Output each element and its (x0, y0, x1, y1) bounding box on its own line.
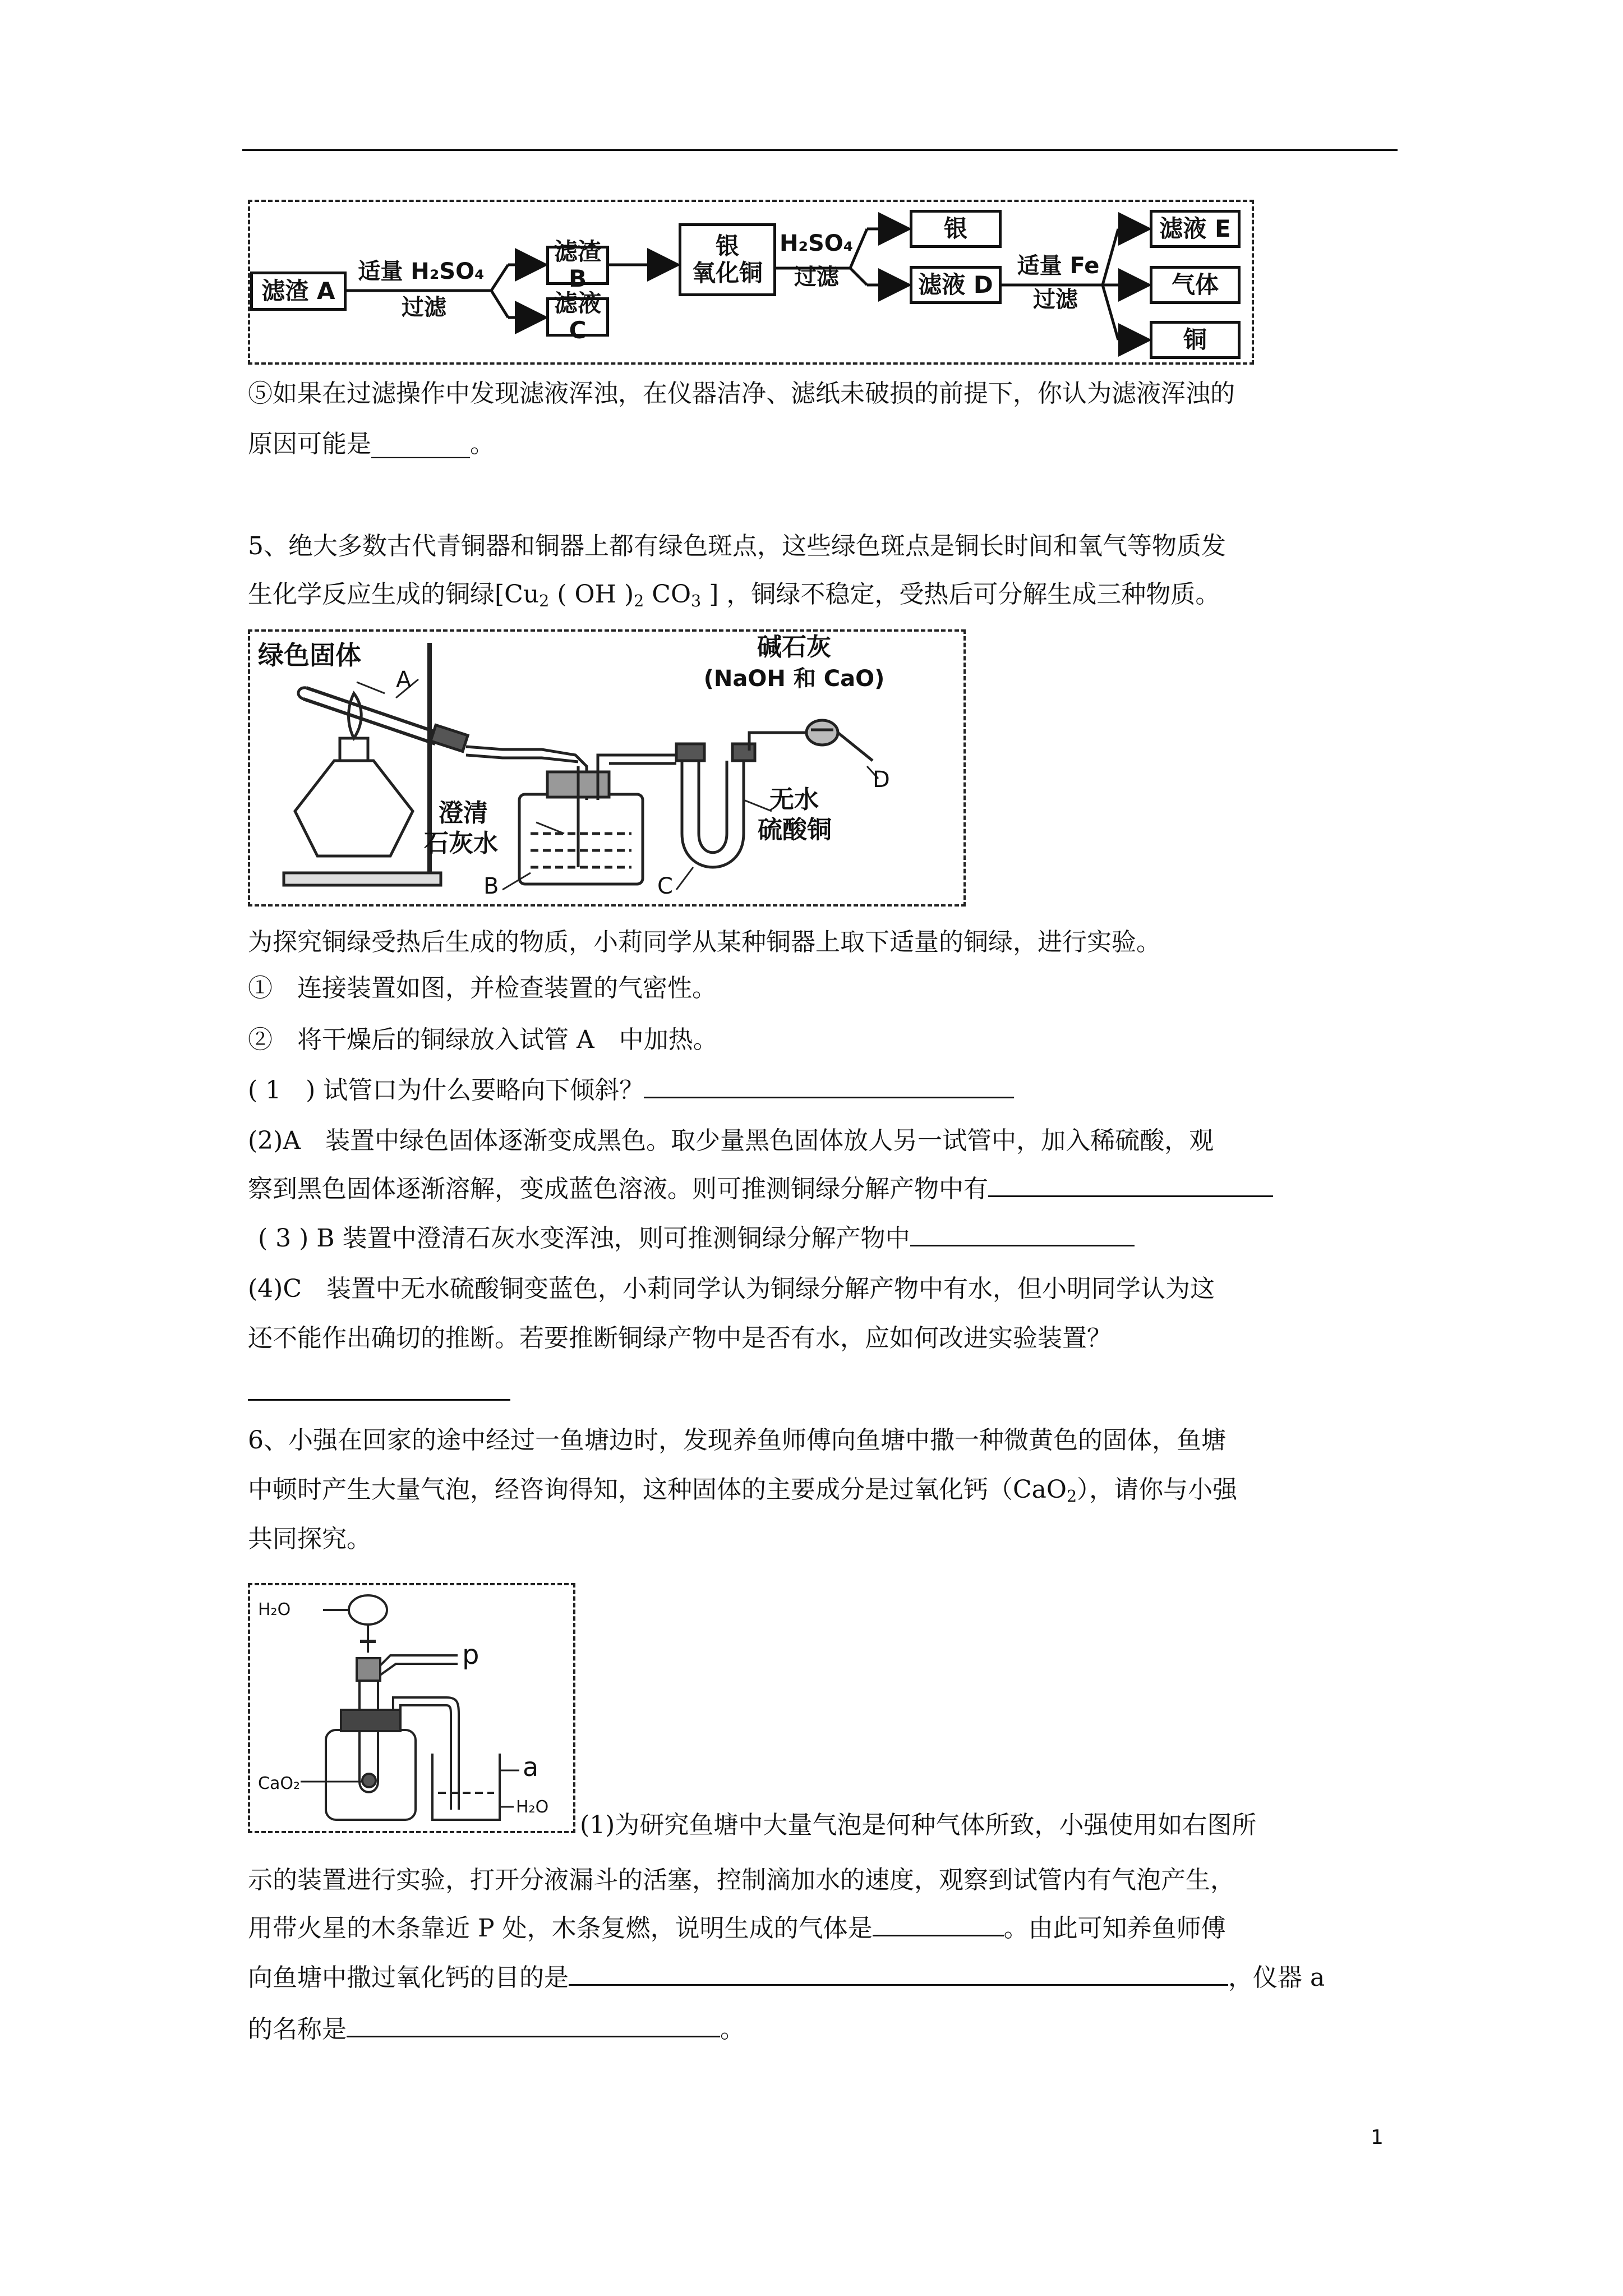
fig6-label-p: p (462, 1639, 479, 1671)
q6-part1-line3: 用带火星的木条靠近 P 处，木条复燃，说明生成的气体是 。由此可知养鱼师傅 (248, 1904, 1226, 1953)
q6-part1-line1: (1)为研究鱼塘中大量气泡是何种气体所致，小强使用如右图所 (580, 1811, 1257, 1839)
answer-blank-2[interactable] (988, 1173, 1273, 1197)
label-step2-reagent: H₂SO₄ (780, 231, 854, 256)
fig5-label-d: D (873, 767, 890, 793)
q4-5-line2: 原因可能是________。 (248, 430, 495, 458)
q4-5-line1: ⑤如果在过滤操作中发现滤液浑浊，在仪器洁净、滤纸未破损的前提下，你认为滤液浑浊的 (248, 379, 1235, 408)
answer-blank-5[interactable] (873, 1912, 1004, 1936)
fig6-cao2: CaO₂ (258, 1774, 300, 1793)
fig5-soda-lime: 碱石灰 (757, 633, 831, 661)
q6-line2: 中顿时产生大量气泡，经咨询得知，这种固体的主要成分是过氧化钙（CaO$_2$），请你与小强 (248, 1475, 1238, 1506)
flowchart-frame (248, 200, 1254, 365)
fig5-label-c: C (657, 873, 673, 899)
node-filtrate-c: 滤液 C (546, 297, 609, 337)
answer-blank-4[interactable] (248, 1399, 510, 1401)
label-step1-reagent: 适量 H₂SO₄ (358, 259, 485, 284)
node-filtrate-e: 滤液 E (1150, 210, 1241, 248)
page-number: 1 (1371, 2126, 1384, 2149)
q5-step2: ② 将干燥后的铜绿放入试管 A 中加热。 (248, 1025, 718, 1054)
node-silver: 银 (910, 210, 1002, 248)
label-step2-op: 过滤 (794, 264, 839, 290)
label-step3-op: 过滤 (1033, 287, 1078, 312)
q6-line1: 6、小强在回家的途中经过一鱼塘边时，发现养鱼师傅向鱼塘中撒一种微黄色的固体，鱼塘 (248, 1426, 1226, 1455)
fig6-water-top: H₂O (258, 1600, 291, 1619)
q6-part1-line4: 向鱼塘中撒过氧化钙的目的是 ，仪器 a (248, 1953, 1325, 2003)
node-filtrate-d: 滤液 D (910, 266, 1002, 304)
header-rule (242, 149, 1398, 151)
label-step1-op: 过滤 (402, 295, 446, 320)
fig5-green-solid: 绿色固体 (258, 640, 361, 670)
answer-blank-1[interactable] (644, 1074, 1014, 1098)
q6-apparatus-figure (248, 1583, 575, 1833)
fig5-anhydrous-2: 硫酸铜 (758, 816, 832, 844)
q5-line1: 5、绝大多数古代青铜器和铜器上都有绿色斑点，这些绿色斑点是铜长时间和氧气等物质发 (248, 532, 1226, 560)
q6-part1-line5: 的名称是 。 (248, 2005, 745, 2054)
q6-part1-line2: 示的装置进行实验，打开分液漏斗的活塞，控制滴加水的速度，观察到试管内有气泡产生， (248, 1866, 1235, 1894)
node-gas: 气体 (1150, 266, 1241, 304)
fig6-water-beaker: H₂O (516, 1797, 549, 1817)
q6-line3: 共同探究。 (248, 1525, 371, 1553)
q5-sub2-line2: 察到黑色固体逐渐溶解，变成蓝色溶液。则可推测铜绿分解产物中有 (248, 1165, 1273, 1214)
q5-intro: 为探究铜绿受热后生成的物质，小莉同学从某种铜器上取下适量的铜绿，进行实验。 (248, 928, 1161, 956)
fig6-label-a: a (523, 1752, 539, 1782)
q5-step1: ① 连接装置如图，并检查装置的气密性。 (248, 974, 717, 1002)
fig5-limewater-1: 澄清 (439, 799, 488, 827)
answer-blank-6[interactable] (569, 1962, 1228, 1986)
label-step3-reagent: 适量 Fe (1017, 253, 1100, 279)
fig5-label-b: B (483, 873, 499, 899)
answer-blank-7[interactable] (347, 2013, 720, 2037)
node-residue-b: 滤渣 B (546, 246, 609, 285)
q5-sub2-line1: (2)A 装置中绿色固体逐渐变成黑色。取少量黑色固体放人另一试管中，加入稀硫酸，观 (248, 1126, 1214, 1155)
node-silver-copper-oxide: 银 氧化铜 (679, 223, 776, 296)
fig5-label-a: A (396, 667, 412, 693)
q5-line2: 生化学反应生成的铜绿[$Cu_2$ ( OH )$_2$ $CO_3$ ] ，铜绿不稳定，受热后可分解生成三种物质。 (248, 580, 1220, 611)
q5-sub4-line2: 还不能作出确切的推断。若要推断铜绿产物中是否有水，应如何改进实验装置？ (248, 1324, 1112, 1352)
node-copper: 铜 (1150, 321, 1241, 359)
node-residue-a: 滤渣 A (250, 272, 347, 311)
q5-sub4-line1: (4)C 装置中无水硫酸铜变蓝色，小莉同学认为铜绿分解产物中有水，但小明同学认为这 (248, 1274, 1215, 1303)
q5-sub1: ( 1 ) 试管口为什么要略向下倾斜？ (248, 1066, 1014, 1115)
fig5-anhydrous-1: 无水 (769, 785, 819, 814)
fig5-soda-lime-formula: (NaOH 和 CaO) (703, 666, 885, 692)
q5-apparatus-figure (248, 629, 966, 907)
q5-sub3: ( 3 ) B 装置中澄清石灰水变浑浊，则可推测铜绿分解产物中 (258, 1214, 1135, 1263)
fig5-limewater-2: 石灰水 (424, 829, 498, 858)
answer-blank-3[interactable] (910, 1222, 1135, 1246)
